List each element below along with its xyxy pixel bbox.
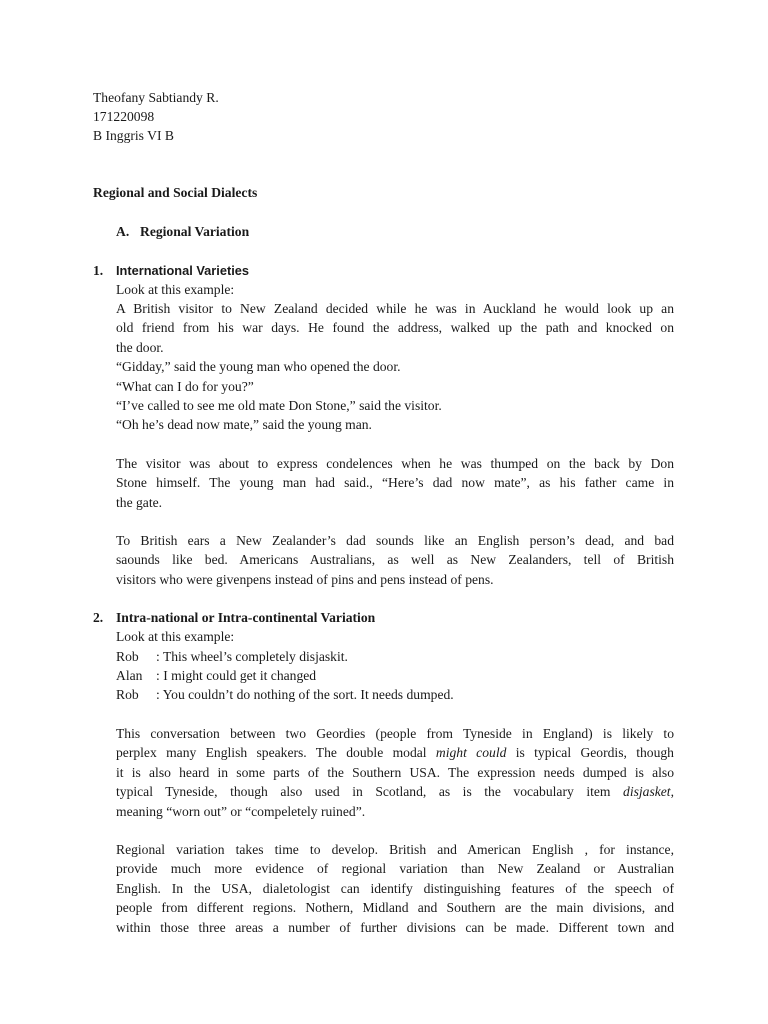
author-name: Theofany Sabtiandy R. bbox=[93, 90, 219, 105]
item-2-number: 2. bbox=[93, 610, 104, 625]
item-1-heading: International Varieties bbox=[116, 263, 249, 278]
paragraph-line: provide much more evidence of regional variation than New Zealand or Australian bbox=[116, 861, 674, 877]
paragraph-line: To British ears a New Zealander’s dad sounds like an English person’s dead, and bad bbox=[116, 533, 674, 548]
quote-line: “What can I do for you?” bbox=[116, 379, 254, 394]
emphasis-might-could: might could bbox=[435, 745, 507, 761]
item-1-paragraph-3 bbox=[116, 531, 674, 589]
paragraph-line: saounds like bed. Americans Australians, as well as New Zealanders, tell of British bbox=[116, 552, 674, 568]
item-1-story bbox=[116, 299, 674, 357]
item-2-heading: Intra-national or Intra-continental Variation bbox=[116, 610, 376, 625]
dialogue-separator: : bbox=[156, 649, 160, 664]
paragraph-line bbox=[116, 782, 674, 801]
dialogue-text: I might could get it changed bbox=[163, 668, 317, 683]
dialogue-speaker: Alan bbox=[116, 668, 143, 683]
paragraph-text: perplex many English speakers. The double modal bbox=[116, 745, 436, 761]
paragraph-text: is typical Geordis, though bbox=[506, 745, 674, 761]
quote-line: “Oh he’s dead now mate,” said the young man. bbox=[116, 417, 372, 432]
dialogue-text: This wheel’s completely disjaskit. bbox=[162, 649, 348, 664]
section-a-heading: Regional Variation bbox=[140, 224, 250, 239]
quote-line: “Gidday,” said the young man who opened the door. bbox=[116, 359, 401, 374]
student-id: 171220098 bbox=[93, 109, 155, 124]
item-2-paragraph-geordies bbox=[116, 724, 674, 821]
dialogue-speaker: Rob bbox=[116, 687, 139, 702]
dialogue-text: You couldn’t do nothing of the sort. It needs dumped. bbox=[162, 687, 454, 702]
paragraph-line: Regional variation takes time to develop. British and American English , for instance, bbox=[116, 842, 674, 857]
paragraph-line: The visitor was about to express condelences when he was thumped on the back by Don bbox=[116, 456, 674, 471]
dialogue-line bbox=[116, 666, 316, 685]
document-title: Regional and Social Dialects bbox=[93, 185, 258, 200]
quote-line: “I’ve called to see me old mate Don Stone,” said the visitor. bbox=[116, 398, 442, 413]
emphasis-disjasket: disjasket bbox=[623, 784, 671, 800]
item-2-intro: Look at this example: bbox=[116, 629, 235, 644]
paragraph-line: people from different regions. Nothern, Midland and Southern are the main divisions, and bbox=[116, 900, 674, 916]
paragraph-line: the gate. bbox=[116, 494, 163, 510]
dialogue-separator: : bbox=[156, 687, 160, 702]
paragraph-line: within those three areas a number of further divisions can be made. Different town and bbox=[116, 919, 674, 935]
dialogue-line bbox=[116, 647, 348, 666]
item-1-intro: Look at this example: bbox=[116, 282, 235, 297]
paragraph-text: , bbox=[670, 784, 674, 800]
dialogue-speaker: Rob bbox=[116, 649, 139, 664]
dialogue-separator: : bbox=[156, 668, 160, 683]
item-1-number: 1. bbox=[93, 263, 104, 278]
paragraph-line: it is also heard in some parts of the Southern USA. The expression needs dumped is also bbox=[116, 764, 674, 780]
story-line: the door. bbox=[116, 339, 164, 355]
section-a-marker: A. bbox=[116, 224, 130, 239]
dialogue-line bbox=[116, 685, 454, 704]
paragraph-line bbox=[116, 743, 674, 762]
class-name: B Inggris VI B bbox=[93, 128, 174, 143]
item-1-paragraph-2 bbox=[116, 454, 674, 512]
paragraph-line: Stone himself. The young man had said., “Here’s dad now mate”, as his father came in bbox=[116, 475, 674, 491]
item-2-paragraph-regional bbox=[116, 840, 674, 937]
paragraph-line: visitors who were givenpens instead of pins and pens instead of pens. bbox=[116, 571, 494, 587]
story-line: old friend from his war days. He found the address, walked up the path and knocked on bbox=[116, 320, 674, 336]
paragraph-line: English. In the USA, dialetologist can identify distinguishing features of the speech of bbox=[116, 880, 674, 896]
paragraph-text: typical Tyneside, though also used in Scotland, as is the vocabulary item bbox=[116, 784, 624, 800]
paragraph-line: meaning “worn out” or “compeletely ruined”. bbox=[116, 803, 366, 819]
story-line: A British visitor to New Zealand decided while he was in Auckland he would look up an bbox=[116, 301, 674, 316]
paragraph-line: This conversation between two Geordies (people from Tyneside in England) is likely to bbox=[116, 726, 674, 741]
